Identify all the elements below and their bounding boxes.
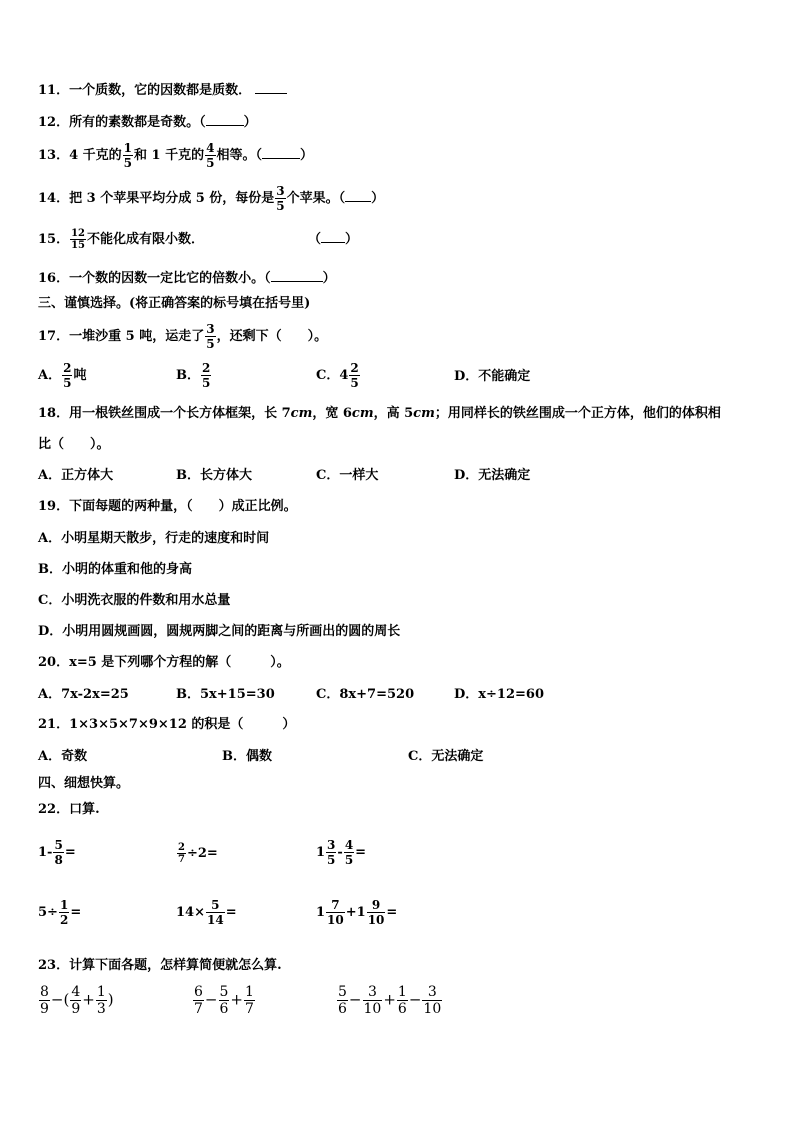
question-11 <box>38 82 287 100</box>
question-16 <box>38 270 336 288</box>
option-b[interactable]: B．5x+15=30 <box>176 687 275 702</box>
question-12 <box>38 114 257 132</box>
expression-5: 14× $\frac{5}{14}$ = <box>176 898 237 927</box>
question-18-line2: 比（ ）。 <box>38 437 110 452</box>
question-17 <box>38 322 327 351</box>
expression-6: 1 $\frac{7}{10}$ +1 $\frac{9}{10}$ = <box>316 898 398 927</box>
question-23 <box>38 957 282 975</box>
option-d[interactable]: D．无法确定 <box>454 468 531 483</box>
question-text: 和 1 千克的 <box>134 148 205 163</box>
question-text: 把 3 个苹果平均分成 5 份，每份是 <box>69 191 275 206</box>
question-text: 1×3×5×7×9×12 的积是（ ） <box>69 717 296 732</box>
question-text: 计算下面各题，怎样算简便就怎么算. <box>69 958 282 973</box>
expression-7: $\frac{8}{9}$ −( $\frac{4}{9}$ + $\frac{1}{3}$ ) <box>40 984 114 1017</box>
answer-blank[interactable] <box>345 201 371 202</box>
question-number: 16． <box>38 271 70 286</box>
question-text: x=5 是下列哪个方程的解（ ）。 <box>69 655 290 670</box>
answer-blank[interactable] <box>271 281 323 282</box>
paren-close: ） <box>300 148 314 163</box>
option-b[interactable]: B．偶数 <box>222 749 272 764</box>
answer-blank[interactable] <box>255 93 287 94</box>
question-number: 23． <box>38 958 70 973</box>
fraction: $\frac{3}{5}$ <box>276 184 285 213</box>
question-number: 15． <box>38 232 70 247</box>
unit-cm: cm <box>351 406 374 421</box>
expression-9: $\frac{5}{6}$ − $\frac{3}{10}$ + $\frac{1}{6}$ − $\frac{3}{10}$ <box>338 984 442 1017</box>
fraction: $\frac{3}{5}$ <box>206 322 215 351</box>
question-text: 不能化成有限小数． <box>87 232 205 247</box>
question-18 <box>38 405 721 423</box>
paren-close: ） <box>243 115 257 130</box>
question-number: 17． <box>38 329 70 344</box>
expression-3: 1 $\frac{3}{5}$ - $\frac{4}{5}$ = <box>316 838 367 867</box>
question-text: 所有的素数都是奇数。（ <box>69 115 206 130</box>
question-22 <box>38 801 100 819</box>
option-c[interactable]: C．一样大 <box>316 468 379 483</box>
question-text: 用一根铁丝围成一个长方体框架，长 7 <box>69 406 291 421</box>
paren-open: （ <box>308 232 322 247</box>
question-number: 13． <box>38 148 70 163</box>
expression-8: $\frac{6}{7}$ − $\frac{5}{6}$ + $\frac{1}{7}$ <box>194 984 254 1017</box>
answer-blank[interactable] <box>206 125 244 126</box>
question-text: 相等。（ <box>216 148 263 163</box>
question-text: ；用同样长的铁丝围成一个正方体，他们的体积相 <box>434 406 721 421</box>
question-number: 11． <box>38 83 70 98</box>
option-c[interactable]: C．小明洗衣服的件数和用水总量 <box>38 593 231 608</box>
question-text: ，宽 6 <box>312 406 352 421</box>
option-b[interactable]: B． $\frac{2}{5}$ <box>176 361 211 390</box>
question-text: 下面每题的两种量，（ ）成正比例。 <box>69 499 297 514</box>
question-14 <box>38 184 384 213</box>
fraction: $\frac{1}{5}$ <box>123 141 133 170</box>
question-text: 一个质数，它的因数都是质数． <box>69 83 252 98</box>
question-text: ，还剩下（ ）。 <box>216 329 328 344</box>
option-b[interactable]: B．小明的体重和他的身高 <box>38 562 192 577</box>
question-number: 18． <box>38 406 70 421</box>
option-d[interactable]: D．不能确定 <box>454 369 531 384</box>
option-a[interactable]: A．7x-2x=25 <box>38 687 129 702</box>
option-a[interactable]: A．小明星期天散步，行走的速度和时间 <box>38 531 270 546</box>
option-a[interactable]: A．正方体大 <box>38 468 114 483</box>
question-15 <box>38 228 358 251</box>
answer-blank[interactable] <box>321 242 345 243</box>
question-text: 一个数的因数一定比它的倍数小。（ <box>69 271 271 286</box>
question-number: 21． <box>38 717 70 732</box>
question-text: ，高 5 <box>373 406 414 421</box>
paren-close: ） <box>371 191 385 206</box>
answer-blank[interactable] <box>262 158 300 159</box>
question-text: 口算. <box>69 802 100 817</box>
question-text: 4 千克的 <box>69 148 122 163</box>
question-number: 12． <box>38 115 70 130</box>
expression-1: 1- $\frac{5}{8}$ = <box>38 838 76 867</box>
option-d[interactable]: D．小明用圆规画圆，圆规两脚之间的距离与所画出的圆的周长 <box>38 624 401 639</box>
question-number: 19． <box>38 499 70 514</box>
question-19 <box>38 498 297 516</box>
option-d[interactable]: D．x÷12=60 <box>454 687 544 702</box>
option-b[interactable]: B．长方体大 <box>176 468 252 483</box>
question-20 <box>38 654 290 672</box>
section-heading-3: 三、谨慎选择。(将正确答案的标号填在括号里) <box>38 296 311 311</box>
unit-cm: cm <box>290 406 313 421</box>
option-a[interactable]: A．奇数 <box>38 749 88 764</box>
question-number: 14． <box>38 191 70 206</box>
option-a[interactable]: A． $\frac{2}{5}$ 吨 <box>38 361 87 390</box>
fraction: $\frac{2}{5}$ <box>202 361 211 390</box>
question-text: 个苹果。（ <box>286 191 346 206</box>
expression-4: 5÷ $\frac{1}{2}$ = <box>38 898 82 927</box>
question-13 <box>38 141 313 170</box>
paren-close: ） <box>345 232 359 247</box>
paren-close: ） <box>322 271 336 286</box>
unit-cm: cm <box>413 406 435 421</box>
fraction: $\frac{12}{15}$ <box>71 228 86 251</box>
fraction: $\frac{2}{5}$ <box>350 361 359 390</box>
option-c[interactable]: C．无法确定 <box>408 749 484 764</box>
option-c[interactable]: C．8x+7=520 <box>316 687 415 702</box>
question-number: 22． <box>38 802 70 817</box>
question-21 <box>38 716 295 734</box>
question-number: 20． <box>38 655 70 670</box>
fraction: $\frac{2}{5}$ <box>63 361 72 390</box>
question-text: 一堆沙重 5 吨，运走了 <box>69 329 205 344</box>
section-heading-4: 四、细想快算。 <box>38 776 130 791</box>
option-c[interactable]: C．4 $\frac{2}{5}$ <box>316 361 359 390</box>
expression-2: $\frac{2}{7}$ ÷2= <box>178 842 218 865</box>
fraction: $\frac{4}{5}$ <box>206 141 215 170</box>
